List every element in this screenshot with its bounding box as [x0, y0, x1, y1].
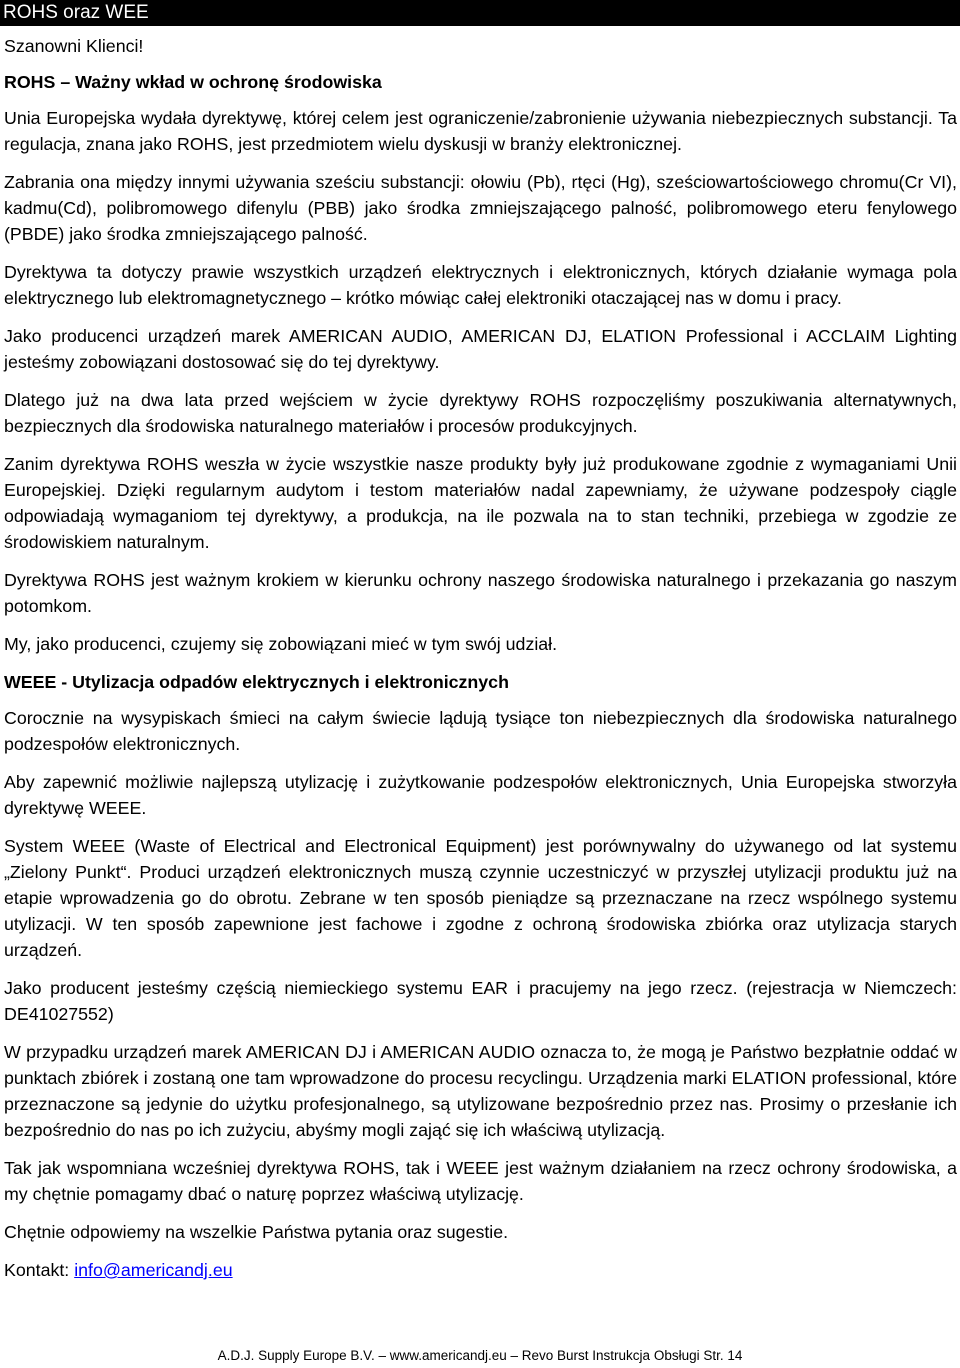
rohs-paragraph: Dyrektywa ROHS jest ważnym krokiem w kierunku ochrony naszego środowiska naturalnego i przekazania go naszym potomkom.	[4, 570, 957, 616]
document-title-bar	[0, 0, 960, 26]
rohs-paragraph: Zabrania ona między innymi używania sześciu substancji: ołowiu (Pb), rtęci (Hg), sześciowartościowego chromu(Cr VI), kadmu(Cd), polibromowego difenylu (PBB) jako środka zmniejszającego palność, polibromowego eteru fenylowego (PBDE) jako środka zmniejszającego palność.	[4, 172, 957, 244]
weee-paragraph: W przypadku urządzeń marek AMERICAN DJ i AMERICAN AUDIO oznacza to, że mogą je Państwo bezpłatnie oddać w punktach zbiórek i zostaną one tam wprowadzone do procesu recyclingu. Urządzenia marki ELATION professional, które przeznaczone są jedynie do użytku profesjonalnego, są utylizowane bezpośrednio przez nas. Prosimy o przesłanie ich bezpośrednio do nas po ich zużyciu, abyśmy mogli zająć się ich właściwą utylizacją.	[4, 1042, 957, 1140]
document-body	[4, 33, 957, 1291]
weee-paragraph: Aby zapewnić możliwie najlepszą utylizację i zużytkowanie podzespołów elektronicznych, Unia Europejska stworzyła dyrektywę WEEE.	[4, 772, 957, 818]
contact-email-link[interactable]: info@americandj.eu	[74, 1260, 233, 1280]
rohs-paragraph: Dyrektywa ta dotyczy prawie wszystkich urządzeń elektrycznych i elektronicznych, których działanie wymaga pola elektrycznego lub elektromagnetycznego – krótko mówiąc całej elektroniki otaczającej nas w domu i pracy.	[4, 262, 957, 308]
weee-heading: WEEE - Utylizacja odpadów elektrycznych i elektronicznych	[4, 672, 509, 692]
rohs-paragraph: Dlatego już na dwa lata przed wejściem w życie dyrektywy ROHS rozpoczęliśmy poszukiwania alternatywnych, bezpiecznych dla środowiska naturalnego materiałów i procesów produkcyjnych.	[4, 390, 957, 436]
page-footer: A.D.J. Supply Europe B.V. – www.americandj.eu – Revo Burst Instrukcja Obsługi Str. 14	[217, 1348, 743, 1363]
rohs-paragraph: My, jako producenci, czujemy się zobowiązani mieć w tym swój udział.	[4, 634, 558, 654]
weee-paragraph: System WEEE (Waste of Electrical and Electronical Equipment) jest porównywalny do używanego od lat systemu „Zielony Punkt“. Produci urządzeń elektronicznych muszą czynnie uczestniczyć w przyszłej utylizacji produktu już na etapie wprowadzenia go do obrotu. Zebrane w ten sposób pieniądze są przeznaczane na rzecz wspólnego systemu utylizacji. W ten sposób zapewnione jest fachowe i zgodne z ochroną środowiska zbiórka oraz utylizacja starych urządzeń.	[4, 836, 957, 960]
contact-label: Kontakt:	[4, 1260, 75, 1280]
contact-line	[4, 1257, 957, 1283]
rohs-paragraph: Zanim dyrektywa ROHS weszła w życie wszystkie nasze produkty były już produkowane zgodnie z wymaganiami Unii Europejskiej. Dzięki regularnym audytom i testom materiałów nadal zapewniamy, że używane podzespoły ciągle odpowiadają wymaganiom tej dyrektywy, a produkcja, na ile pozwala na to stan techniki, przebiega w zgodzie ze środowiskiem naturalnym.	[4, 454, 957, 552]
weee-paragraph: Corocznie na wysypiskach śmieci na całym świecie lądują tysiące ton niebezpiecznych dla środowiska naturalnego podzespołów elektronicznych.	[4, 708, 957, 754]
weee-paragraph: Tak jak wspomniana wcześniej dyrektywa ROHS, tak i WEEE jest ważnym działaniem na rzecz ochrony środowiska, a my chętnie pomagamy dbać o naturę poprzez właściwą utylizację.	[4, 1158, 957, 1204]
rohs-heading: ROHS – Ważny wkład w ochronę środowiska	[4, 72, 382, 92]
weee-paragraph: Jako producent jesteśmy częścią niemieckiego systemu EAR i pracujemy na jego rzecz. (rejestracja w Niemczech: DE41027552)	[4, 978, 957, 1024]
document-title: ROHS oraz WEE	[3, 2, 149, 23]
greeting: Szanowni Klienci!	[4, 36, 144, 56]
rohs-paragraph: Jako producenci urządzeń marek AMERICAN AUDIO, AMERICAN DJ, ELATION Professional i ACCLAIM Lighting jesteśmy zobowiązani dostosować się do tej dyrektywy.	[4, 326, 957, 372]
rohs-paragraph: Unia Europejska wydała dyrektywę, której celem jest ograniczenie/zabronienie używania niebezpiecznych substancji. Ta regulacja, znana jako ROHS, jest przedmiotem wielu dyskusji w branży elektronicznej.	[4, 108, 957, 154]
weee-paragraph: Chętnie odpowiemy na wszelkie Państwa pytania oraz sugestie.	[4, 1222, 509, 1242]
